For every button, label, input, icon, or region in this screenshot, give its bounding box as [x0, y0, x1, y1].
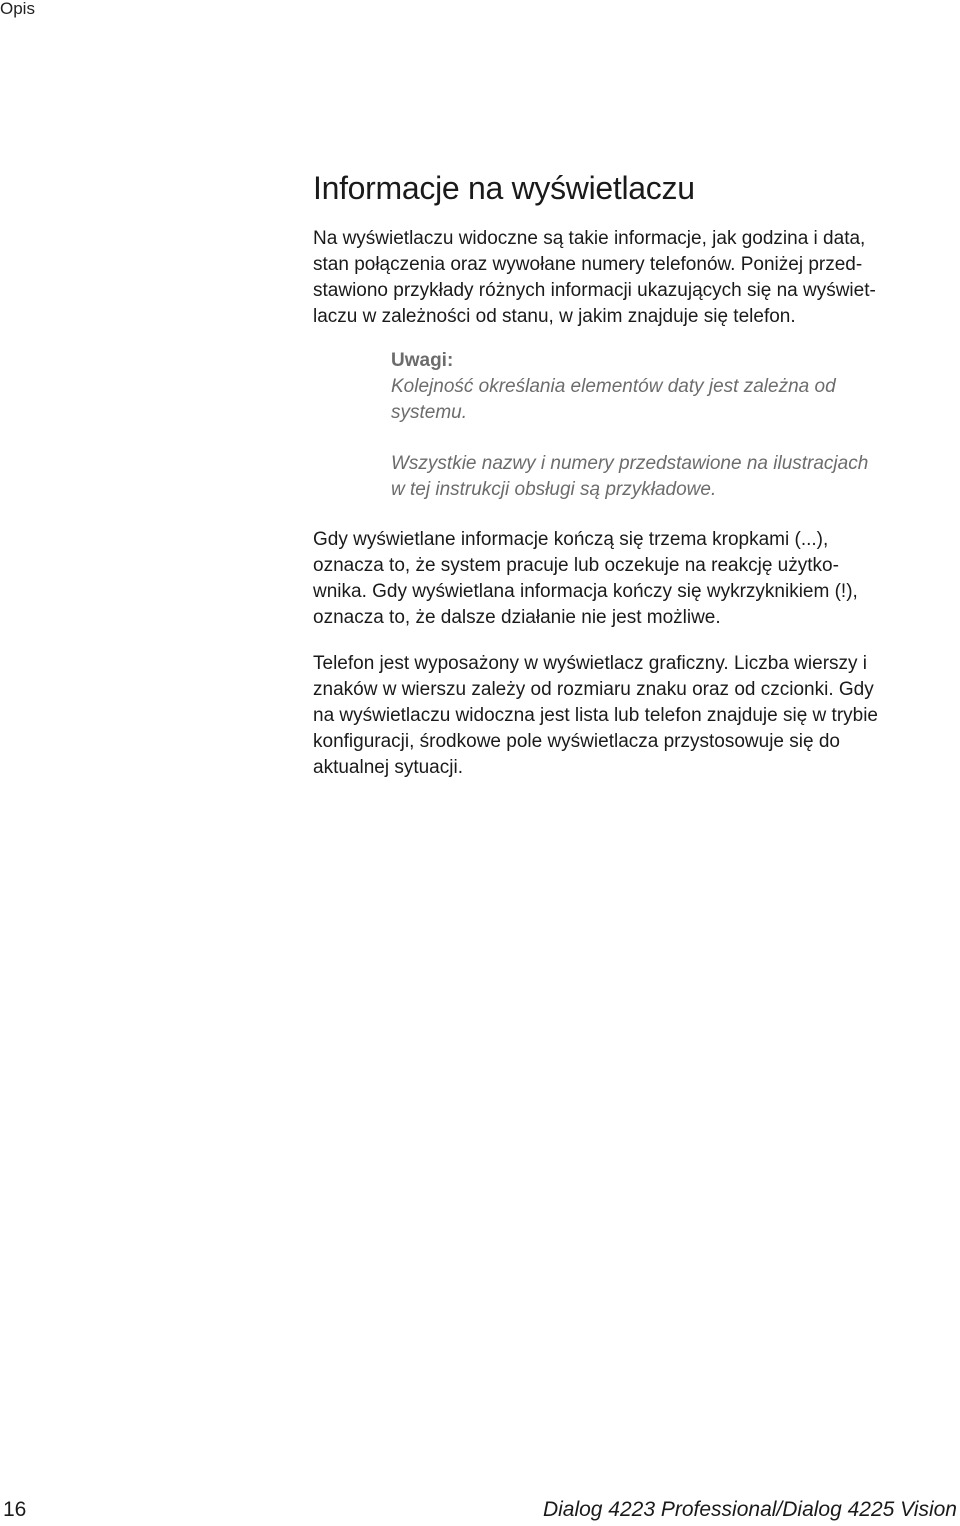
footer-product-title: Dialog 4223 Professional/Dialog 4225 Vision: [542, 1498, 957, 1521]
intro-paragraph: Na wyświetlaczu widoczne są takie informacje, jak godzina i data, stan połączenia oraz wywołane numery telefonów. Poniżej przed- stawiono przykłady różnych informacji ukazujących się na wyświet- laczu w zależności od stanu, w jakim znajduje się telefon.: [313, 228, 876, 327]
section-label: Opis: [0, 0, 35, 18]
display-paragraph: Telefon jest wyposażony w wyświetlacz graficzny. Liczba wierszy i znaków w wierszu zależy od rozmiaru znaku oraz od czcionki. Gdy na wyświetlaczu widoczna jest lista lub telefon znajduje się w trybie konfiguracji, środkowe pole wyświetlacza przystosowuje się do aktualnej sytuacji.: [313, 653, 878, 778]
main-content: [313, 168, 953, 781]
note-item: Wszystkie nazwy i numery przedstawione na ilustracjach w tej instrukcji obsługi są przykładowe.: [391, 453, 869, 500]
note-item: Kolejność określania elementów daty jest zależna od systemu.: [391, 376, 836, 423]
page-number: 16: [3, 1498, 27, 1521]
note-block: [391, 348, 953, 503]
page-title: Informacje na wyświetlaczu: [313, 170, 695, 206]
ellipsis-paragraph: Gdy wyświetlane informacje kończą się trzema kropkami (...), oznacza to, że system pracuje lub oczekuje na reakcję użytko- wnika. Gdy wyświetlana informacja kończy się wykrzyknikiem (!), oznacza to, że dalsze działanie nie jest możliwe.: [313, 529, 858, 628]
note-label: Uwagi:: [391, 350, 454, 371]
